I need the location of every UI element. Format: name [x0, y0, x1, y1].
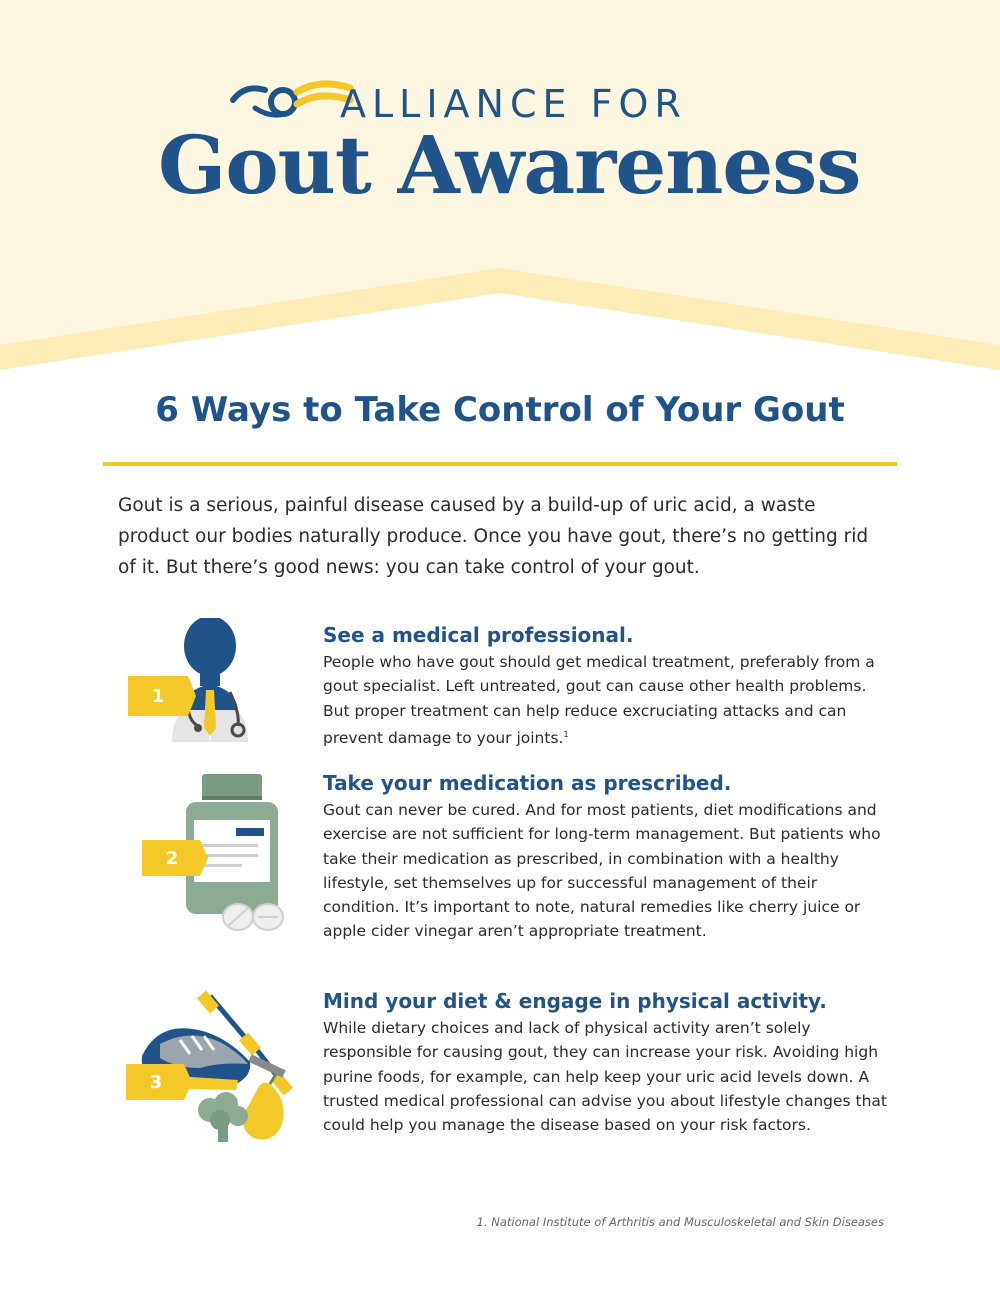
- title-divider: [103, 462, 897, 466]
- footnote: 1. National Institute of Arthritis and Musculoskeletal and Skin Diseases: [476, 1215, 884, 1229]
- footnote-ref: 1: [563, 729, 569, 739]
- logo-top-text: ALLIANCE FOR: [340, 82, 687, 126]
- step-number: 2: [165, 848, 179, 869]
- logo-main-text: Gout Awareness: [158, 118, 861, 212]
- medication-bottle-icon: [120, 770, 300, 940]
- doctor-icon: [120, 618, 300, 758]
- step-heading: Take your medication as prescribed.: [323, 771, 732, 795]
- logo: [0, 0, 1000, 240]
- step-heading: See a medical professional.: [323, 623, 634, 647]
- intro-paragraph: Gout is a serious, painful disease caused by a build-up of uric acid, a waste product our bodies naturally produce. Once you have gout, there’s no getting rid of it. But there’s good news: you can take control of your gout.: [118, 495, 869, 578]
- step-number: 1: [151, 686, 165, 707]
- step-body: People who have gout should get medical treatment, preferably from a gout specialist. Left untreated, gout can cause other health problems. But proper treatment can help reduce excruciating attacks and can prevent damage to your joints.$^1$: [323, 653, 875, 748]
- step-heading: Mind your diet & engage in physical activity.: [323, 989, 827, 1013]
- step-body: While dietary choices and lack of physical activity aren’t solely responsible for causing gout, they can increase your risk. Avoiding high purine foods, for example, can help keep your uric acid levels down. A trusted medical professional can advise you about lifestyle changes that could help you manage the disease based on your risk factors.: [323, 1019, 888, 1135]
- page-title: 6 Ways to Take Control of Your Gout: [155, 390, 845, 430]
- step-number: 3: [149, 1072, 163, 1093]
- step-text: [323, 988, 893, 1137]
- step-body: Gout can never be cured. And for most patients, diet modifications and exercise are not sufficient for long-term management. But patients who take their medication as prescribed, in combination with a healthy lifestyle, set themselves up for successful management of their condition. It’s important to note, natural remedies like cherry juice or apple cider vinegar aren’t appropriate treatment.: [323, 801, 881, 941]
- step-text: [323, 770, 893, 944]
- diet-exercise-icon: [120, 988, 300, 1148]
- step-text: [323, 622, 893, 750]
